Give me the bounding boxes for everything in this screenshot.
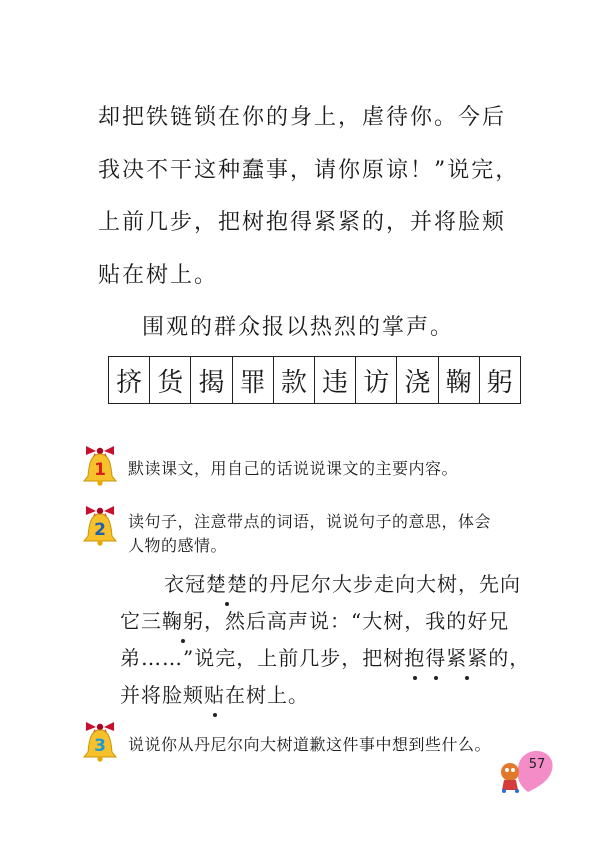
- story-line: 贴在树上。: [98, 262, 219, 288]
- character-cell: 货: [149, 357, 190, 403]
- quote-text: 并将脸颊: [120, 683, 204, 707]
- dotted-word: 鞠躬: [162, 603, 204, 640]
- character-cell: 鞠: [438, 357, 479, 403]
- story-line: 我决不干这种蠢事，请你原谅！”说完，: [98, 157, 520, 183]
- story-line: 却把铁链锁在你的身上，虐待你。今后: [98, 105, 507, 130]
- character-cell: 浇: [396, 357, 437, 403]
- quote-text: 衣冠: [164, 572, 206, 596]
- exercise-3-text: 说说你从丹尼尔向大树道歉这件事中想到些什么。: [128, 735, 492, 754]
- dotted-word: 楚楚: [206, 566, 248, 603]
- character-cell: 违: [314, 357, 355, 403]
- character-cell: 罪: [232, 357, 273, 403]
- quoted-passage: [120, 566, 540, 714]
- quote-text: 的丹尼尔大步走向大树，先向: [248, 572, 521, 596]
- bell-icon: [78, 500, 122, 546]
- exercise-2-line: 读句子，注意带点的词语，说说句子的意思，体会: [128, 512, 492, 531]
- dotted-word: 紧紧: [446, 640, 488, 677]
- exercise-number: 3: [94, 736, 106, 756]
- exercise-number: 1: [94, 460, 106, 480]
- character-cell: 躬: [479, 357, 520, 403]
- story-line: 围观的群众报以热烈的掌声。: [142, 315, 455, 340]
- exercise-1-text: 默读课文，用自己的话说说课文的主要内容。: [128, 459, 459, 478]
- bell-icon: [78, 716, 122, 762]
- character-cell: 款: [273, 357, 314, 403]
- dotted-word: 贴: [204, 677, 225, 714]
- exercise-number: 2: [94, 520, 106, 540]
- quote-text: 的，: [488, 646, 531, 670]
- dotted-word: 得: [425, 640, 446, 677]
- character-cell: 揭: [190, 357, 231, 403]
- story-line: 上前几步，把树抱得紧紧的，并将脸颊: [98, 210, 507, 235]
- quote-text: 在树上。: [225, 683, 309, 707]
- character-cell: 挤: [116, 367, 143, 398]
- quote-line: [120, 566, 540, 603]
- page-number: 57: [528, 757, 546, 772]
- new-characters-grid: [108, 356, 521, 404]
- story-text: [98, 92, 538, 355]
- quote-line: [120, 603, 540, 640]
- dotted-word: 抱: [404, 640, 425, 677]
- quote-text: ，然后高声说：“大树，我的好兄: [204, 609, 510, 633]
- character-cell: 访: [355, 357, 396, 403]
- quote-line: [120, 677, 540, 714]
- bell-icon: [78, 440, 122, 486]
- exercise-2-text: [128, 510, 491, 558]
- exercise-2-line: 人物的感情。: [128, 536, 228, 555]
- quote-text: 弟……”说完，上前几步，把树: [120, 646, 405, 670]
- quote-line: [120, 640, 540, 677]
- quote-text: 它三: [120, 609, 162, 633]
